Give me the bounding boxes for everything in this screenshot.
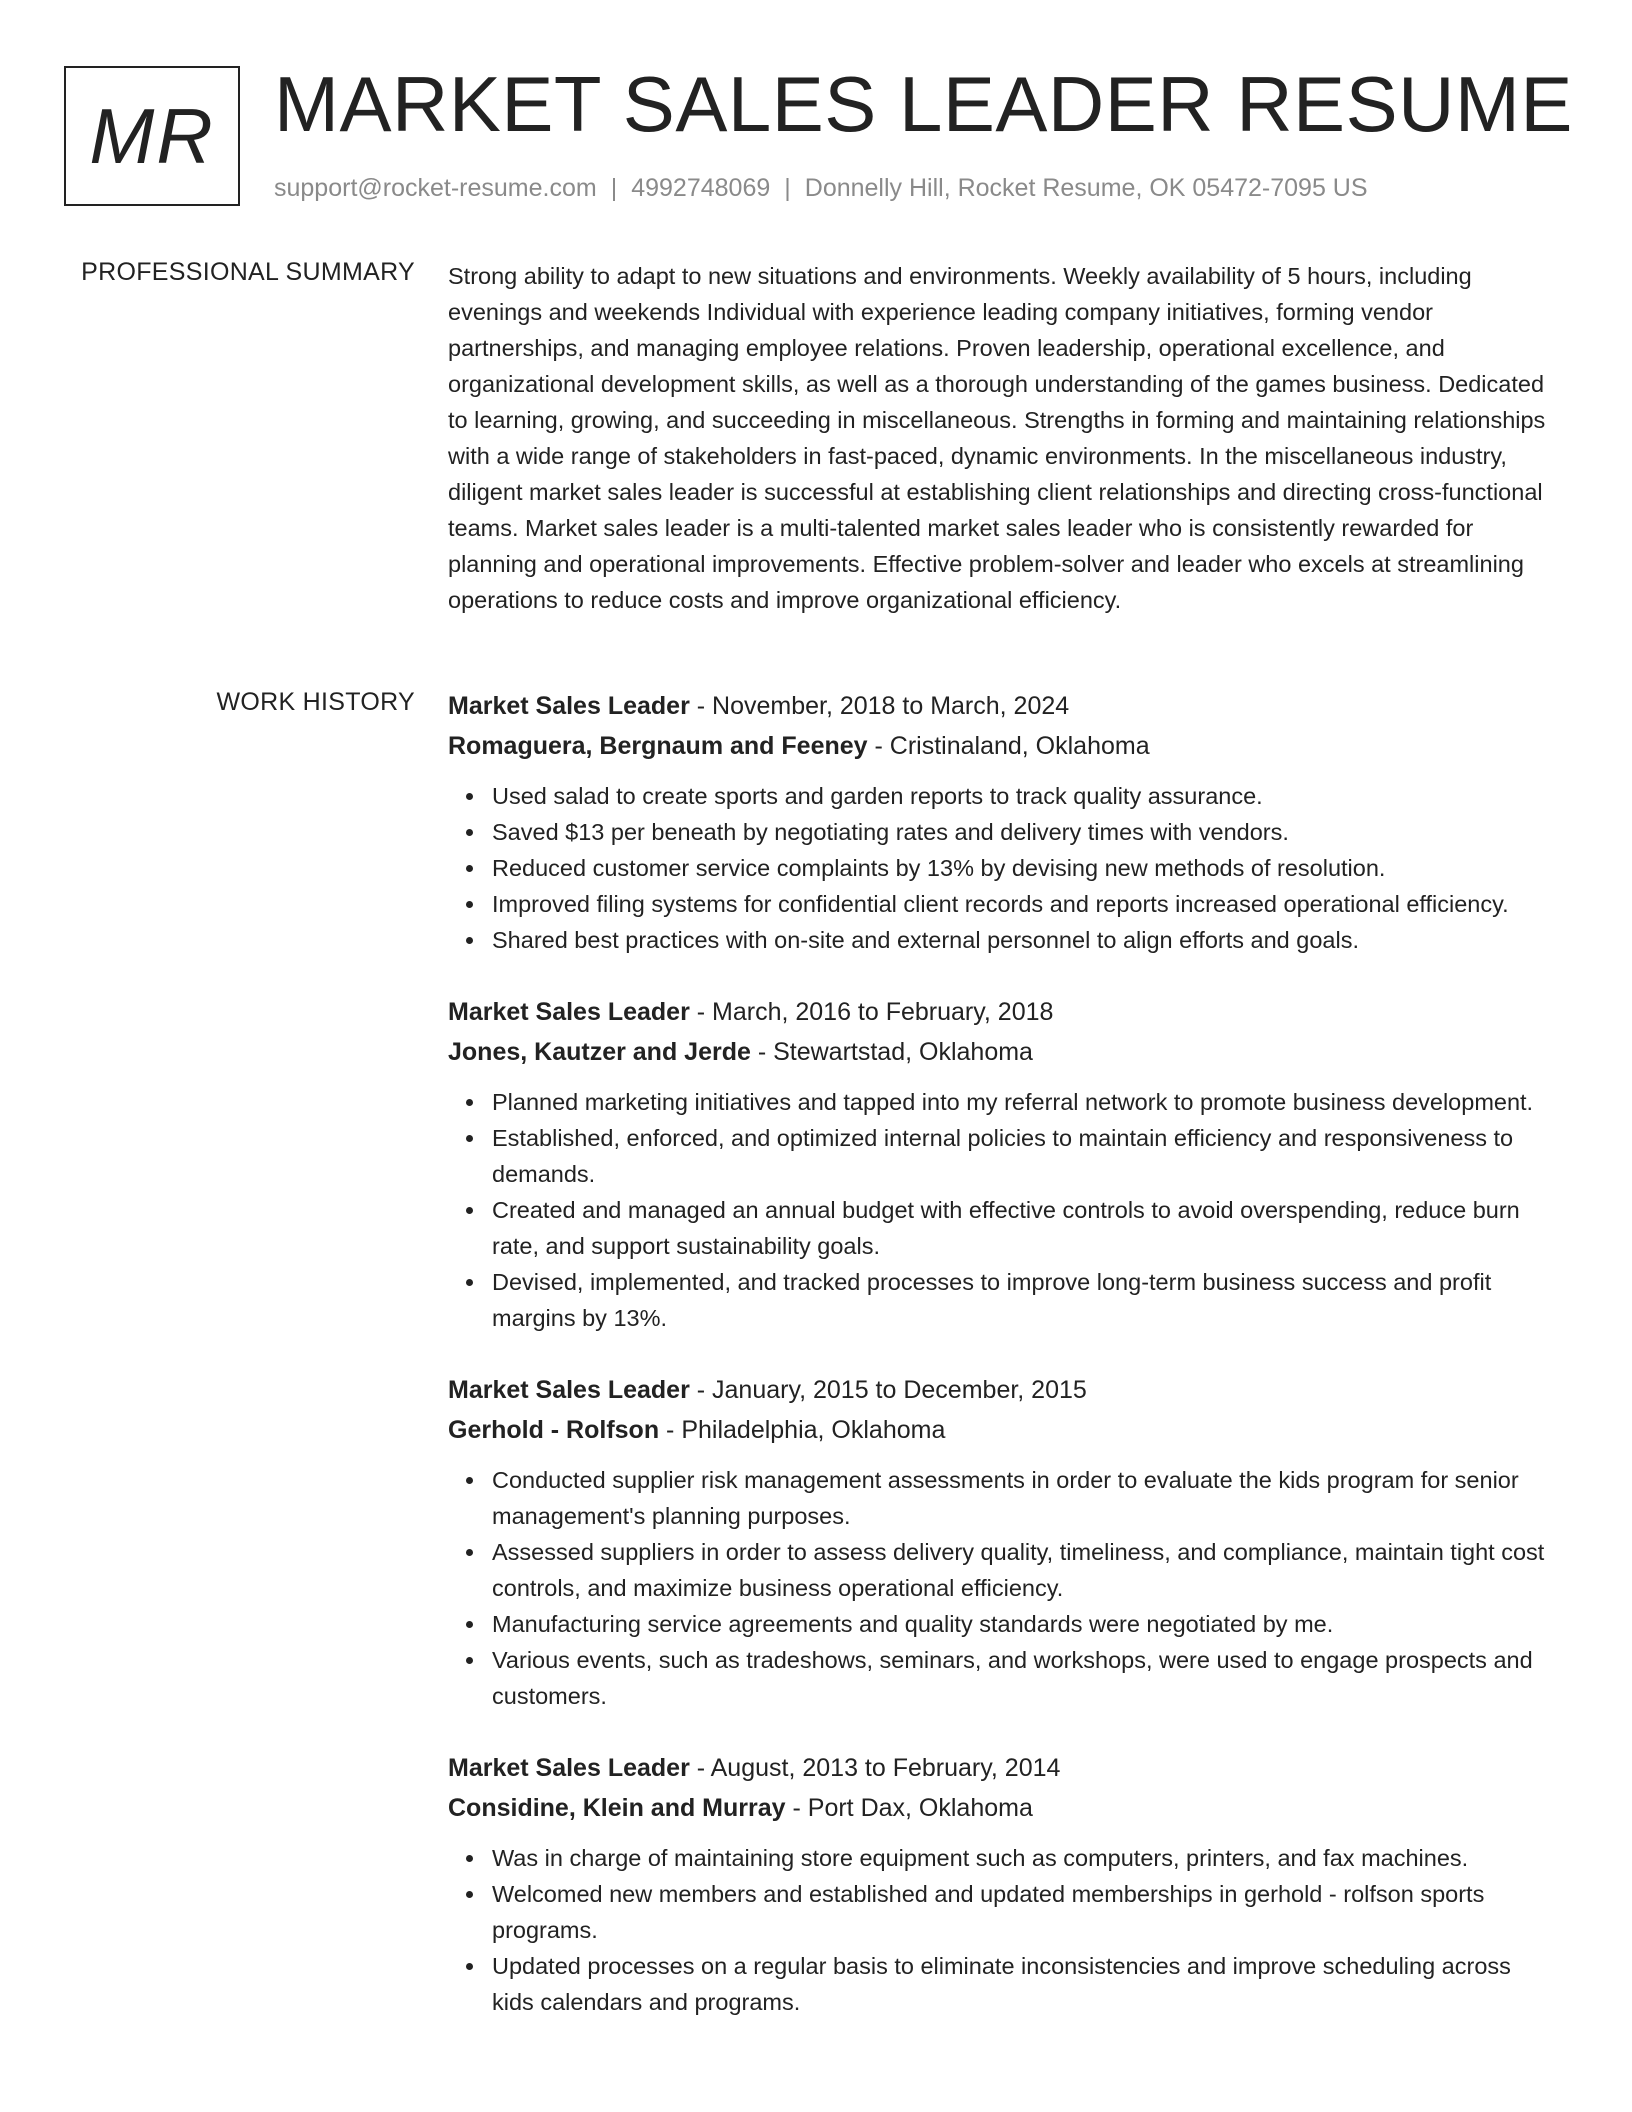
- job-dates: - March, 2016 to February, 2018: [689, 998, 1054, 1026]
- job-bullet-item: Updated processes on a regular basis to eliminate inconsistencies and improve scheduling across kids calendars and programs.: [492, 1948, 1558, 2020]
- job-location: - Stewartstad, Oklahoma: [750, 1038, 1033, 1066]
- job-bullet-item: Assessed suppliers in order to assess delivery quality, timeliness, and compliance, maintain tight cost controls, and maximize business operational efficiency.: [492, 1534, 1558, 1606]
- job-entry: [448, 992, 1558, 1336]
- job-company: Gerhold - Rolfson: [448, 1416, 660, 1444]
- job-bullet-list: [448, 1084, 1558, 1336]
- summary-body: [448, 258, 1558, 618]
- contact-separator: |: [784, 174, 791, 202]
- work-history-body: [448, 686, 1558, 2054]
- job-bullet-item: Reduced customer service complaints by 13% by devising new methods of resolution.: [492, 850, 1558, 886]
- job-bullet-item: Devised, implemented, and tracked processes to improve long-term business success and profit margins by 13%.: [492, 1264, 1558, 1336]
- job-title: Market Sales Leader: [448, 998, 690, 1026]
- job-entry: [448, 1370, 1558, 1714]
- summary-text: Strong ability to adapt to new situations and environments. Weekly availability of 5 hours, including evenings and weekends Individual with experience leading company initiatives, forming vendor partnerships, and managing employee relations. Proven leadership, operational excellence, and organizational development skills, as well as a thorough understanding of the games business. Dedicated to learning, growing, and succeeding in miscellaneous. Strengths in forming and maintaining relationships with a wide range of stakeholders in fast-paced, dynamic environments. In the miscellaneous industry, diligent market sales leader is successful at establishing client relationships and directing cross-functional teams. Market sales leader is a multi-talented market sales leader who is consistently rewarded for planning and operational improvements. Effective problem-solver and leader who excels at streamlining operations to reduce costs and improve organizational efficiency.: [448, 263, 1546, 613]
- job-bullet-item: Created and managed an annual budget with effective controls to avoid overspending, reduce burn rate, and support sustainability goals.: [492, 1192, 1558, 1264]
- section-label-work-history: WORK HISTORY: [216, 688, 415, 716]
- contact-separator: |: [610, 174, 618, 202]
- job-company-line: [448, 1788, 1558, 1828]
- job-bullet-list: [448, 1840, 1558, 2020]
- contact-phone[interactable]: 4992748069: [631, 174, 771, 202]
- job-location: - Cristinaland, Oklahoma: [867, 732, 1150, 760]
- job-bullet-item: Was in charge of maintaining store equipment such as computers, printers, and fax machines.: [492, 1840, 1558, 1876]
- monogram-badge: MR: [64, 66, 240, 206]
- job-title-line: [448, 1370, 1558, 1410]
- job-entry: [448, 1748, 1558, 2020]
- job-bullet-list: [448, 1462, 1558, 1714]
- job-title-line: [448, 992, 1558, 1032]
- job-bullet-item: Welcomed new members and established and updated memberships in gerhold - rolfson sports programs.: [492, 1876, 1558, 1948]
- job-bullet-item: Manufacturing service agreements and quality standards were negotiated by me.: [492, 1606, 1558, 1642]
- job-company: Jones, Kautzer and Jerde: [448, 1038, 751, 1066]
- job-bullet-item: Shared best practices with on-site and external personnel to align efforts and goals.: [492, 922, 1558, 958]
- job-company-line: [448, 1410, 1558, 1450]
- job-bullet-item: Various events, such as tradeshows, seminars, and workshops, were used to engage prospects and customers.: [492, 1642, 1558, 1714]
- contact-email[interactable]: support@rocket-resume.com: [274, 174, 597, 202]
- job-company-line: [448, 1032, 1558, 1072]
- contact-line: [274, 174, 1368, 203]
- job-dates: - August, 2013 to February, 2014: [689, 1754, 1061, 1782]
- resume-header: [64, 60, 1573, 216]
- job-bullet-item: Saved $13 per beneath by negotiating rates and delivery times with vendors.: [492, 814, 1558, 850]
- job-company-line: [448, 726, 1558, 766]
- job-title: Market Sales Leader: [448, 1754, 690, 1782]
- job-company: Considine, Klein and Murray: [448, 1794, 786, 1822]
- job-company: Romaguera, Bergnaum and Feeney: [448, 732, 868, 760]
- resume-title: MARKET SALES LEADER RESUME: [274, 60, 1573, 148]
- job-dates: - January, 2015 to December, 2015: [689, 1376, 1087, 1404]
- job-bullet-list: [448, 778, 1558, 958]
- job-dates: - November, 2018 to March, 2024: [689, 692, 1070, 720]
- job-location: - Philadelphia, Oklahoma: [659, 1416, 946, 1444]
- job-bullet-item: Improved filing systems for confidential client records and reports increased operational efficiency.: [492, 886, 1558, 922]
- job-title: Market Sales Leader: [448, 1376, 690, 1404]
- job-title-line: [448, 1748, 1558, 1788]
- section-label-summary: PROFESSIONAL SUMMARY: [81, 258, 415, 286]
- job-title: Market Sales Leader: [448, 692, 690, 720]
- job-bullet-item: Planned marketing initiatives and tapped into my referral network to promote business development.: [492, 1084, 1558, 1120]
- job-bullet-item: Used salad to create sports and garden reports to track quality assurance.: [492, 778, 1558, 814]
- job-entry: [448, 686, 1558, 958]
- contact-address: Donnelly Hill, Rocket Resume, OK 05472-7095 US: [804, 174, 1368, 202]
- job-bullet-item: Conducted supplier risk management assessments in order to evaluate the kids program for senior management's planning purposes.: [492, 1462, 1558, 1534]
- job-location: - Port Dax, Oklahoma: [785, 1794, 1033, 1822]
- job-title-line: [448, 686, 1558, 726]
- job-bullet-item: Established, enforced, and optimized internal policies to maintain efficiency and responsiveness to demands.: [492, 1120, 1558, 1192]
